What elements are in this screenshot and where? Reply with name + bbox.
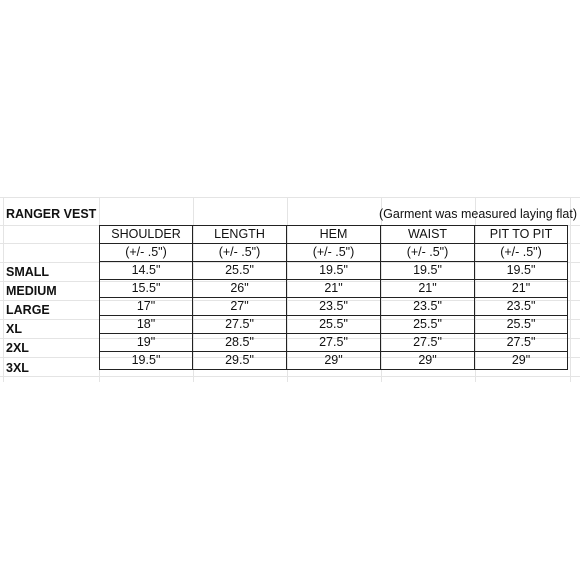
table-row [100, 334, 568, 352]
tolerance-row [100, 244, 568, 262]
table-cell: 29" [475, 352, 568, 370]
table-row [100, 262, 568, 280]
table-cell: 27" [193, 298, 287, 316]
chart-title: RANGER VEST [6, 207, 97, 221]
table-cell: 19" [100, 334, 193, 352]
table-cell: 29" [287, 352, 381, 370]
table-cell: 26" [193, 280, 287, 298]
table-cell: 19.5" [381, 262, 475, 280]
table-cell: 29" [381, 352, 475, 370]
table-row [100, 280, 568, 298]
table-row [100, 352, 568, 370]
size-label-2xl: 2XL [6, 341, 29, 355]
tolerance-cell: (+/- .5") [193, 244, 287, 262]
table-cell: 23.5" [475, 298, 568, 316]
table-cell: 29.5" [193, 352, 287, 370]
table-cell: 21" [287, 280, 381, 298]
table-cell: 19.5" [475, 262, 568, 280]
size-label-large: LARGE [6, 303, 50, 317]
size-label-xl: XL [6, 322, 22, 336]
table-row [100, 316, 568, 334]
table-cell: 27.5" [475, 334, 568, 352]
size-label-small: SMALL [6, 265, 50, 279]
table-cell: 17" [100, 298, 193, 316]
gridline [570, 197, 571, 382]
table-cell: 21" [475, 280, 568, 298]
gridline [0, 197, 580, 198]
table-cell: 25.5" [287, 316, 381, 334]
table-cell: 14.5" [100, 262, 193, 280]
size-chart-sheet [0, 197, 580, 387]
table-cell: 27.5" [381, 334, 475, 352]
column-header: WAIST [381, 226, 475, 244]
size-label-3xl: 3XL [6, 361, 29, 375]
tolerance-cell: (+/- .5") [475, 244, 568, 262]
tolerance-cell: (+/- .5") [381, 244, 475, 262]
table-cell: 25.5" [381, 316, 475, 334]
column-header: HEM [287, 226, 381, 244]
column-header: LENGTH [193, 226, 287, 244]
table-cell: 15.5" [100, 280, 193, 298]
gridline [3, 197, 4, 382]
table-cell: 23.5" [287, 298, 381, 316]
table-cell: 28.5" [193, 334, 287, 352]
table-cell: 19.5" [287, 262, 381, 280]
measurements-table [99, 225, 568, 370]
table-row [100, 298, 568, 316]
column-header: PIT TO PIT [475, 226, 568, 244]
table-cell: 19.5" [100, 352, 193, 370]
header-row [100, 226, 568, 244]
table-cell: 27.5" [287, 334, 381, 352]
table-cell: 23.5" [381, 298, 475, 316]
table-cell: 18" [100, 316, 193, 334]
table-cell: 25.5" [193, 262, 287, 280]
gridline [0, 376, 580, 377]
measurement-note: (Garment was measured laying flat) [379, 207, 577, 221]
table-cell: 25.5" [475, 316, 568, 334]
table-cell: 21" [381, 280, 475, 298]
table-cell: 27.5" [193, 316, 287, 334]
size-label-medium: MEDIUM [6, 284, 57, 298]
tolerance-cell: (+/- .5") [100, 244, 193, 262]
column-header: SHOULDER [100, 226, 193, 244]
tolerance-cell: (+/- .5") [287, 244, 381, 262]
